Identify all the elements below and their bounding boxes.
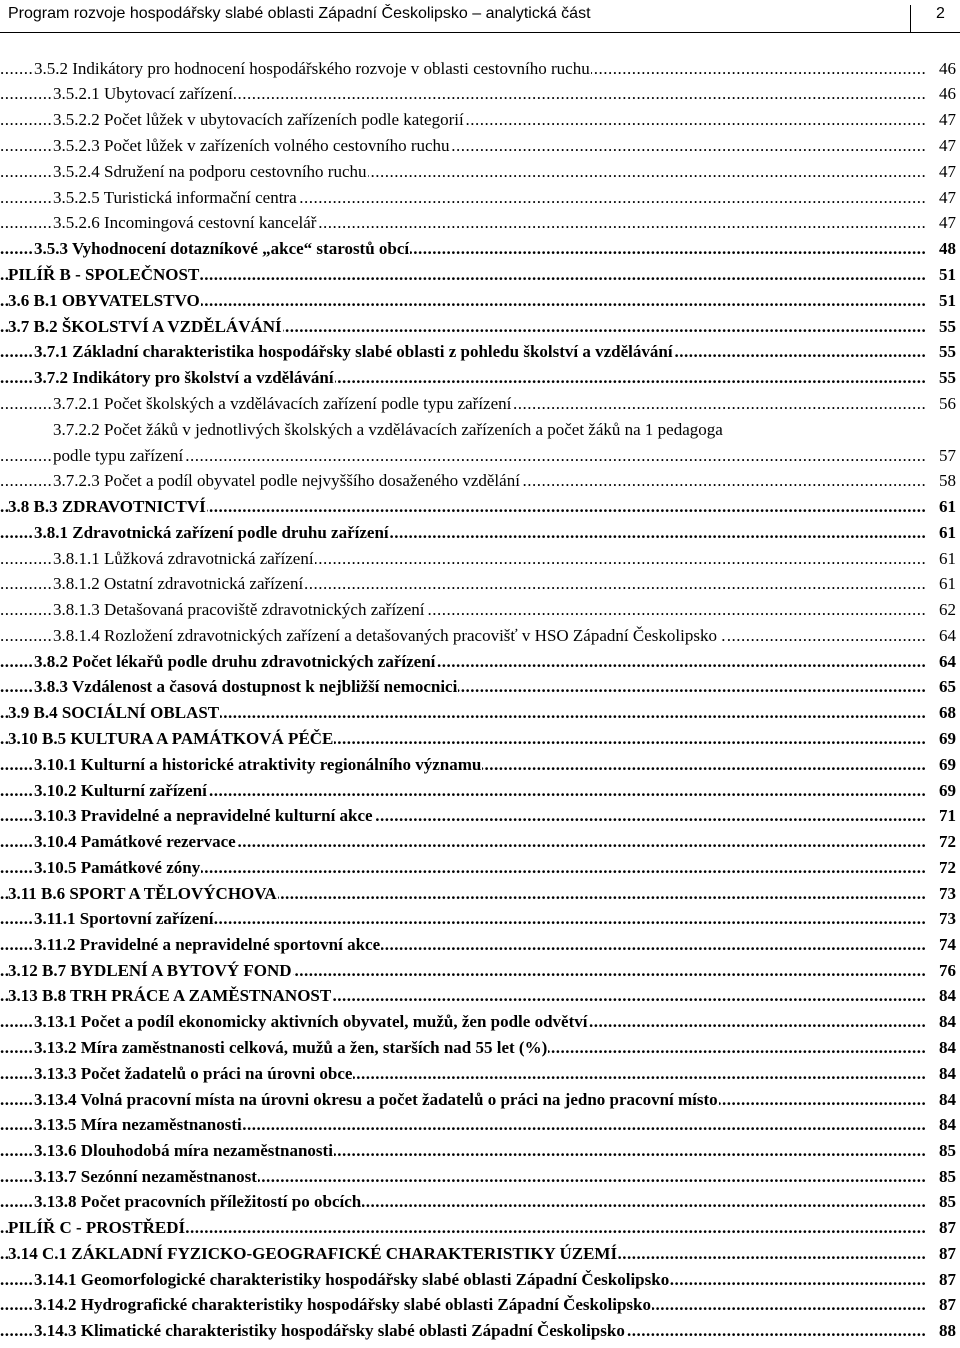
toc-page-number: 47 [926,186,956,209]
toc-entry-title: 3.9 B.4 SOCIÁLNÍ OBLAST [8,703,220,722]
toc-page-number: 47 [926,160,956,183]
toc-entry-title: 3.8 B.3 ZDRAVOTNICTVÍ [8,497,206,516]
toc-entry-title: 3.7.1 Základní charakteristika hospodářsky slabé oblasti z pohledu školství a vzdělávání [34,342,673,361]
toc-entry-title: 3.10 B.5 KULTURA A PAMÁTKOVÁ PÉČE [8,729,334,748]
toc-page-number: 48 [926,237,956,260]
toc-entry-title: 3.11 B.6 SPORT A TĚLOVÝCHOVA [8,884,277,903]
toc-entry[interactable] [0,392,960,415]
toc-entry-title: 3.5.2.2 Počet lůžek v ubytovacích zařízeních podle kategorií [53,110,464,129]
toc-page-number: 64 [926,624,956,647]
toc-entry[interactable] [0,1319,960,1342]
toc-page-number: 76 [926,959,956,982]
toc-entry[interactable] [0,1113,960,1136]
toc-entry[interactable] [0,984,960,1007]
toc-entry[interactable] [0,1268,960,1291]
toc-entry-title: 3.8.1.2 Ostatní zdravotnická zařízení [53,574,304,593]
toc-entry-title: 3.13.8 Počet pracovních příležitostí po obcích [34,1192,362,1211]
toc-entry-title: 3.8.3 Vzdálenost a časová dostupnost k nejbližší nemocnici [34,677,458,696]
toc-page-number: 85 [926,1139,956,1162]
toc-entry-title: 3.8.1 Zdravotnická zařízení podle druhu zařízení [34,523,389,542]
toc-entry-title: 3.11.1 Sportovní zařízení [34,909,214,928]
toc-entry-title: 3.7.2.3 Počet a podíl obyvatel podle nejvyššího dosaženého vzdělání [53,471,520,490]
toc-page-number: 84 [926,1010,956,1033]
toc-entry[interactable] [0,521,960,544]
toc-page-number: 69 [926,779,956,802]
toc-entry[interactable] [0,340,960,363]
toc-entry-title: 3.14.3 Klimatické charakteristiky hospodářsky slabé oblasti Západní Českolipsko [34,1321,625,1340]
toc-entry[interactable] [0,1242,960,1265]
toc-entry-title-continued: podle typu zařízení [53,446,184,465]
toc-page-number: 69 [926,727,956,750]
toc-entry-title: 3.13.2 Míra zaměstnanosti celková, mužů a žen, starších nad 55 let (%) [34,1038,548,1057]
toc-page-number: 46 [926,57,956,80]
toc-entry[interactable] [0,1216,960,1239]
toc-page-number: 87 [926,1216,956,1239]
toc-entry-title: 3.10.3 Pravidelné a nepravidelné kulturní akce [34,806,373,825]
toc-page-number: 61 [926,495,956,518]
toc-page-number: 87 [926,1242,956,1265]
toc-page-number: 68 [926,701,956,724]
toc-entry[interactable] [0,1062,960,1085]
toc-entry[interactable] [0,572,960,595]
toc-entry[interactable] [0,856,960,879]
toc-entry[interactable] [0,1165,960,1188]
page-number: 2 [936,5,945,22]
toc-entry[interactable] [0,418,960,441]
toc-page-number: 56 [926,392,956,415]
toc-entry-title: 3.14.1 Geomorfologické charakteristiky hospodářsky slabé oblasti Západní Českolipsko [34,1270,670,1289]
toc-entry[interactable] [0,1010,960,1033]
toc-entry[interactable] [0,959,960,982]
toc-entry-title: 3.7.2 Indikátory pro školství a vzdělávání [34,368,334,387]
toc-page-number: 55 [926,340,956,363]
toc-page-number: 87 [926,1268,956,1291]
toc-entry-title: 3.8.1.3 Detašovaná pracoviště zdravotnických zařízení [53,600,425,619]
toc-entry[interactable] [0,1293,960,1316]
toc-entry[interactable] [0,57,960,80]
toc-entry-title: 3.5.2.4 Sdružení na podporu cestovního ruchu [53,162,367,181]
toc-page-number: 55 [926,315,956,338]
toc-entry-title: 3.14 C.1 ZÁKLADNÍ FYZICKO-GEOGRAFICKÉ CHARAKTERISTIKY ÚZEMÍ [8,1244,618,1263]
toc-entry-title: 3.7 B.2 ŠKOLSTVÍ A VZDĚLÁVÁNÍ [8,317,282,336]
toc-entry[interactable] [0,779,960,802]
toc-page-number: 84 [926,1036,956,1059]
toc-page-number: 51 [926,263,956,286]
toc-entry[interactable] [0,82,960,105]
toc-entry-title: 3.8.1.4 Rozložení zdravotnických zařízení a detašovaných pracovišť v HSO Západní Českolipsko . [53,626,726,645]
toc-entry-title: 3.11.2 Pravidelné a nepravidelné sportovní akce [34,935,381,954]
toc-entry[interactable] [0,211,960,234]
toc-entry-title: 3.13.5 Míra nezaměstnanosti [34,1115,242,1134]
toc-entry-title: 3.5.2.5 Turistická informační centra [53,188,297,207]
toc-page-number: 84 [926,1113,956,1136]
toc-page-number: 84 [926,1088,956,1111]
toc-entry[interactable] [0,108,960,131]
toc-page-number: 87 [926,1293,956,1316]
toc-page-number: 47 [926,108,956,131]
toc-entry-title: 3.10.5 Památkové zóny [34,858,201,877]
toc-entry-title: 3.5.2.6 Incomingová cestovní kancelář [53,213,317,232]
toc-entry[interactable] [0,160,960,183]
toc-entry-title: 3.14.2 Hydrografické charakteristiky hospodářsky slabé oblasti Západní Českolipsko [34,1295,651,1314]
toc-page-number: 58 [926,469,956,492]
toc-entry-title: 3.10.2 Kulturní zařízení [34,781,207,800]
toc-entry-title: 3.10.4 Památkové rezervace [34,832,236,851]
toc-entry[interactable] [0,804,960,827]
toc-entry-title: 3.7.2.1 Počet školských a vzdělávacích zařízení podle typu zařízení [53,394,512,413]
toc-page-number: 72 [926,856,956,879]
toc-entry[interactable] [0,675,960,698]
toc-page-number: 72 [926,830,956,853]
toc-entry-title: 3.5.3 Vyhodnocení dotazníkové „akce“ starostů obcí [34,239,410,258]
toc-entry-title: 3.10.1 Kulturní a historické atraktivity regionálního významu [34,755,482,774]
toc-entry[interactable] [0,598,960,621]
toc-page-number: 69 [926,753,956,776]
document-title: Program rozvoje hospodářsky slabé oblasti Západní Českolipsko – analytická část [8,5,591,22]
toc-entry[interactable] [0,315,960,338]
toc-entry-title: PILÍŘ B - SPOLEČNOST [8,265,200,284]
toc-entry[interactable] [0,933,960,956]
toc-entry[interactable] [0,469,960,492]
toc-entry-title: 3.8.1.1 Lůžková zdravotnická zařízení [53,549,314,568]
toc-page-number: 73 [926,882,956,905]
toc-entry[interactable] [0,624,960,647]
toc-entry[interactable] [0,547,960,570]
toc-entry-title: 3.13.7 Sezónní nezaměstnanost [34,1167,257,1186]
toc-page-number: 46 [926,82,956,105]
toc-page-number: 88 [926,1319,956,1342]
toc-entry[interactable] [0,1088,960,1111]
toc-page-number: 84 [926,1062,956,1085]
toc-page-number: 47 [926,134,956,157]
toc-entry[interactable] [0,237,960,260]
toc-page-number: 57 [926,444,956,467]
toc-page-number: 74 [926,933,956,956]
toc-page-number: 51 [926,289,956,312]
toc-page-number: 55 [926,366,956,389]
toc-entry-title: 3.5.2 Indikátory pro hodnocení hospodářského rozvoje v oblasti cestovního ruchu [34,59,590,78]
toc-entry[interactable] [0,186,960,209]
toc-page-number: 71 [926,804,956,827]
toc-entry[interactable] [0,830,960,853]
toc-entry-continuation[interactable] [0,444,960,467]
toc-entry-title: 3.12 B.7 BYDLENÍ A BYTOVÝ FOND [8,961,292,980]
toc-entry-title: 3.13.1 Počet a podíl ekonomicky aktivních obyvatel, mužů, žen podle odvětví [34,1012,588,1031]
toc-entry[interactable] [0,289,960,312]
toc-entry-title: 3.6 B.1 OBYVATELSTVO [8,291,200,310]
toc-page-number: 47 [926,211,956,234]
toc-entry[interactable] [0,650,960,673]
toc-entry-title: 3.13.4 Volná pracovní místa na úrovni okresu a počet žadatelů o práci na jedno pracovní místo [34,1090,718,1109]
toc-entry-title: 3.13.3 Počet žadatelů o práci na úrovni obce [34,1064,353,1083]
toc-page-number: 85 [926,1190,956,1213]
toc-entry[interactable] [0,495,960,518]
toc-entry-title: 3.7.2.2 Počet žáků v jednotlivých školských a vzdělávacích zařízeních a počet žáků na 1 pedagoga [53,420,723,439]
toc-entry[interactable] [0,134,960,157]
toc-entry[interactable] [0,366,960,389]
toc-entry-title: 3.5.2.1 Ubytovací zařízení [53,84,233,103]
toc-page-number: 73 [926,907,956,930]
toc-entry-title: PILÍŘ C - PROSTŘEDÍ [8,1218,186,1237]
toc-entry[interactable] [0,1190,960,1213]
toc-entry[interactable] [0,263,960,286]
toc-entry[interactable] [0,882,960,905]
toc-page-number: 61 [926,547,956,570]
toc-page-number: 65 [926,675,956,698]
toc-entry[interactable] [0,727,960,750]
toc-page-number: 85 [926,1165,956,1188]
toc-entry[interactable] [0,1036,960,1059]
toc-entry[interactable] [0,753,960,776]
toc-entry-title: 3.13 B.8 TRH PRÁCE A ZAMĚSTNANOST [8,986,332,1005]
toc-entry[interactable] [0,1139,960,1162]
toc-page-number: 61 [926,521,956,544]
toc-entry[interactable] [0,907,960,930]
toc-page-number: 64 [926,650,956,673]
toc-page-number: 62 [926,598,956,621]
toc-entry-title: 3.13.6 Dlouhodobá míra nezaměstnanosti [34,1141,333,1160]
toc-entry-title: 3.5.2.3 Počet lůžek v zařízeních volného cestovního ruchu [53,136,450,155]
toc-entry[interactable] [0,701,960,724]
toc-page-number: 61 [926,572,956,595]
toc-entry-title: 3.8.2 Počet lékařů podle druhu zdravotnických zařízení [34,652,436,671]
toc-page-number: 84 [926,984,956,1007]
